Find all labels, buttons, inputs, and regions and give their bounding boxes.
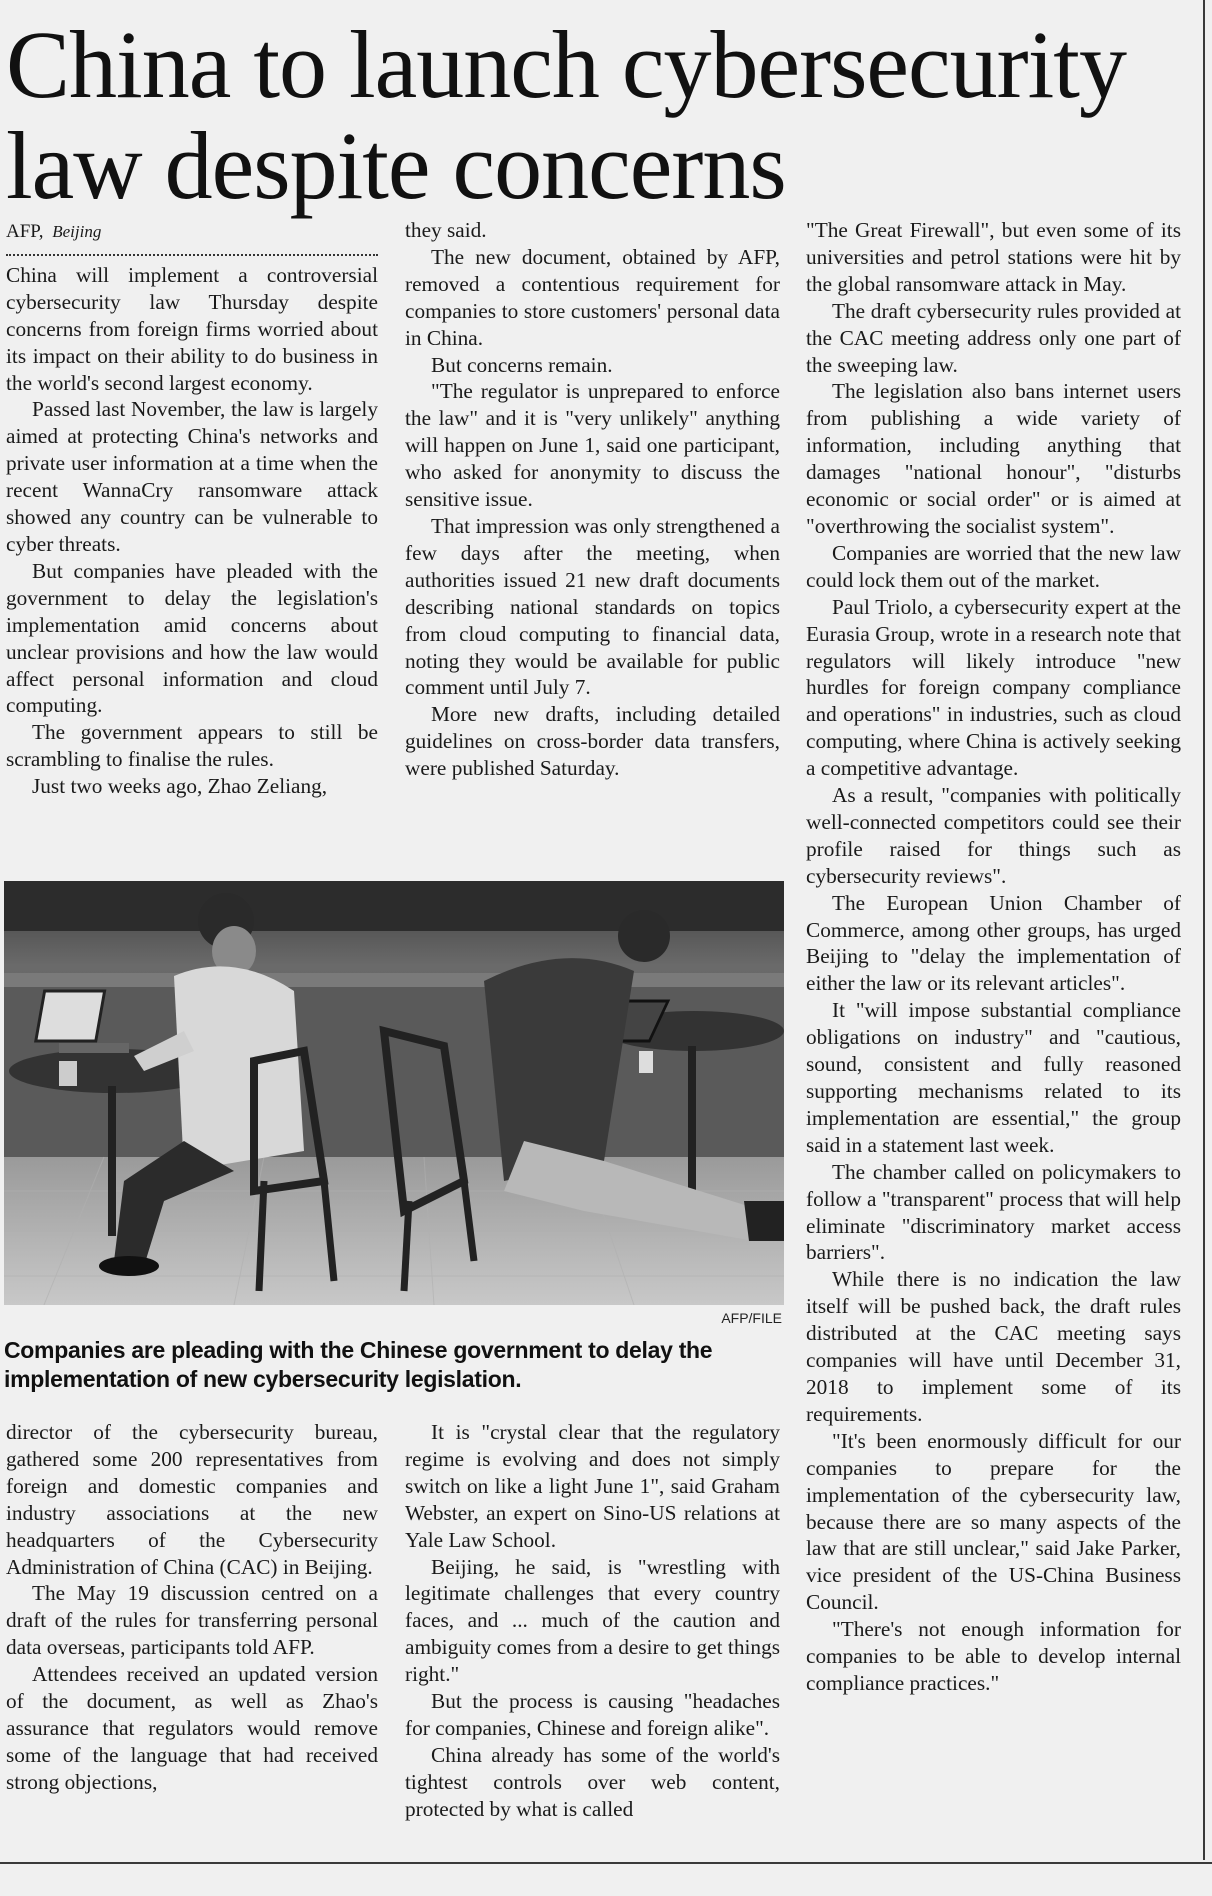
paragraph: The May 19 discussion centred on a draft of the rules for transferring personal data overseas, participants told AFP. <box>6 1581 378 1660</box>
paragraph: The new document, obtained by AFP, removed a contentious requirement for companies to store customers' personal data in China. <box>405 244 780 350</box>
headline: China to launch cybersecurity law despite concerns <box>6 11 1126 219</box>
paragraph: "There's not enough information for companies to be able to develop internal compliance practices." <box>806 1617 1181 1695</box>
column-1-top <box>6 219 378 800</box>
paragraph: "The Great Firewall", but even some of its universities and petrol stations were hit by the global ransomware attack in May. <box>806 218 1181 296</box>
paragraph: The European Union Chamber of Commerce, among other groups, has urged Beijing to "delay the implementation of either the law or its relevant articles". <box>806 890 1181 996</box>
column-2-top <box>405 217 780 782</box>
paragraph: Paul Triolo, a cybersecurity expert at the Eurasia Group, wrote in a research note that regulators will likely introduce "new hurdles for foreign company compliance and operations" in industries, such as cloud computing, where China is actively seeking a competitive advantage. <box>806 594 1181 781</box>
photo-credit: AFP/FILE <box>721 1310 782 1326</box>
paragraph: It "will impose substantial compliance obligations on industry" and "cautious, sound, consistent and fully reasoned supporting mechanisms related to its implementation are essential," the group said in a statement last week. <box>806 998 1181 1157</box>
paragraph: they said. <box>405 218 487 242</box>
paragraph: Companies are worried that the new law could lock them out of the market. <box>806 540 1181 592</box>
column-3 <box>806 217 1181 1697</box>
page-edge-right <box>1203 0 1205 1860</box>
paragraph: The government appears to still be scrambling to finalise the rules. <box>6 720 378 772</box>
column-2-bottom <box>405 1419 780 1823</box>
paragraph: "It's been enormously difficult for our companies to prepare for the implementation of the cybersecurity law, because there are so many aspects of the law that are still unclear," said Jake Parker, vice president of the US-China Business Council. <box>806 1428 1181 1615</box>
news-photo <box>4 881 784 1305</box>
paragraph: The chamber called on policymakers to follow a "transparent" process that will help eliminate "discriminatory market access barriers". <box>806 1159 1181 1265</box>
byline-agency: AFP, <box>6 221 44 242</box>
paragraph: But concerns remain. <box>431 352 613 377</box>
paragraph: director of the cybersecurity bureau, gathered some 200 representatives from foreign and domestic companies and industry associations at the new headquarters of the Cybersecurity Administration of China (CAC) in Beijing. <box>6 1420 378 1579</box>
paragraph: But companies have pleaded with the government to delay the legislation's implementation amid concerns about unclear provisions and how the law would affect personal information and cloud computing. <box>6 558 378 718</box>
paragraph: It is "crystal clear that the regulatory regime is evolving and does not simply switch on like a light June 1", said Graham Webster, an expert on Sino-US relations at Yale Law School. <box>405 1420 780 1552</box>
paragraph: China will implement a controversial cybersecurity law Thursday despite concerns from foreign firms worried about its impact on their ability to do business in the world's second largest economy. <box>6 262 378 395</box>
paragraph: "The regulator is unprepared to enforce the law" and it is "very unlikely" anything will happen on June 1, said one participant, who asked for anonymity to discuss the sensitive issue. <box>405 379 780 512</box>
byline <box>6 219 378 246</box>
paragraph: Passed last November, the law is largely aimed at protecting China's networks and private user information at a time when the recent WannaCry ransomware attack showed any country can be vulnerable to cyber threats. <box>6 397 378 556</box>
paragraph: More new drafts, including detailed guidelines on cross-border data transfers, were published Saturday. <box>405 702 780 781</box>
photo-cafe-laptops <box>4 881 784 1305</box>
page-edge-bottom <box>0 1862 1212 1864</box>
paragraph: China already has some of the world's tightest controls over web content, protected by what is called <box>405 1742 780 1821</box>
paragraph: Attendees received an updated version of the document, as well as Zhao's assurance that regulators would remove some of the language that had received strong objections, <box>6 1662 378 1794</box>
byline-divider <box>6 254 378 256</box>
paragraph: While there is no indication the law itself will be pushed back, the draft rules distributed at the CAC meeting says companies will have until December 31, 2018 to implement some of its requirements. <box>806 1267 1181 1426</box>
paragraph: But the process is causing "headaches for companies, Chinese and foreign alike". <box>405 1689 780 1740</box>
paragraph: As a result, "companies with politically well-connected competitors could see their profile raised for things such as cybersecurity reviews". <box>806 783 1181 888</box>
paragraph: Just two weeks ago, Zhao Zeliang, <box>32 774 328 799</box>
column-1-bottom <box>6 1419 378 1796</box>
paragraph: Beijing, he said, is "wrestling with legitimate challenges that every country faces, and ... much of the caution and ambiguity comes from a desire to get things right." <box>405 1554 780 1687</box>
photo-caption: Companies are pleading with the Chinese government to delay the implementation of new cybersecurity legislation. <box>4 1337 713 1392</box>
paragraph: That impression was only strengthened a few days after the meeting, when authorities issued 21 new draft documents describing national standards on topics from cloud computing to financial data, noting they would be available for public comment until July 7. <box>405 513 780 700</box>
paragraph: The draft cybersecurity rules provided at the CAC meeting address only one part of the sweeping law. <box>806 298 1181 377</box>
paragraph: The legislation also bans internet users from publishing a wide variety of information, including anything that damages "national honour", "disturbs economic or social order" or is aimed at "overthrowing the socialist system". <box>806 379 1181 538</box>
byline-location: Beijing <box>52 222 102 241</box>
